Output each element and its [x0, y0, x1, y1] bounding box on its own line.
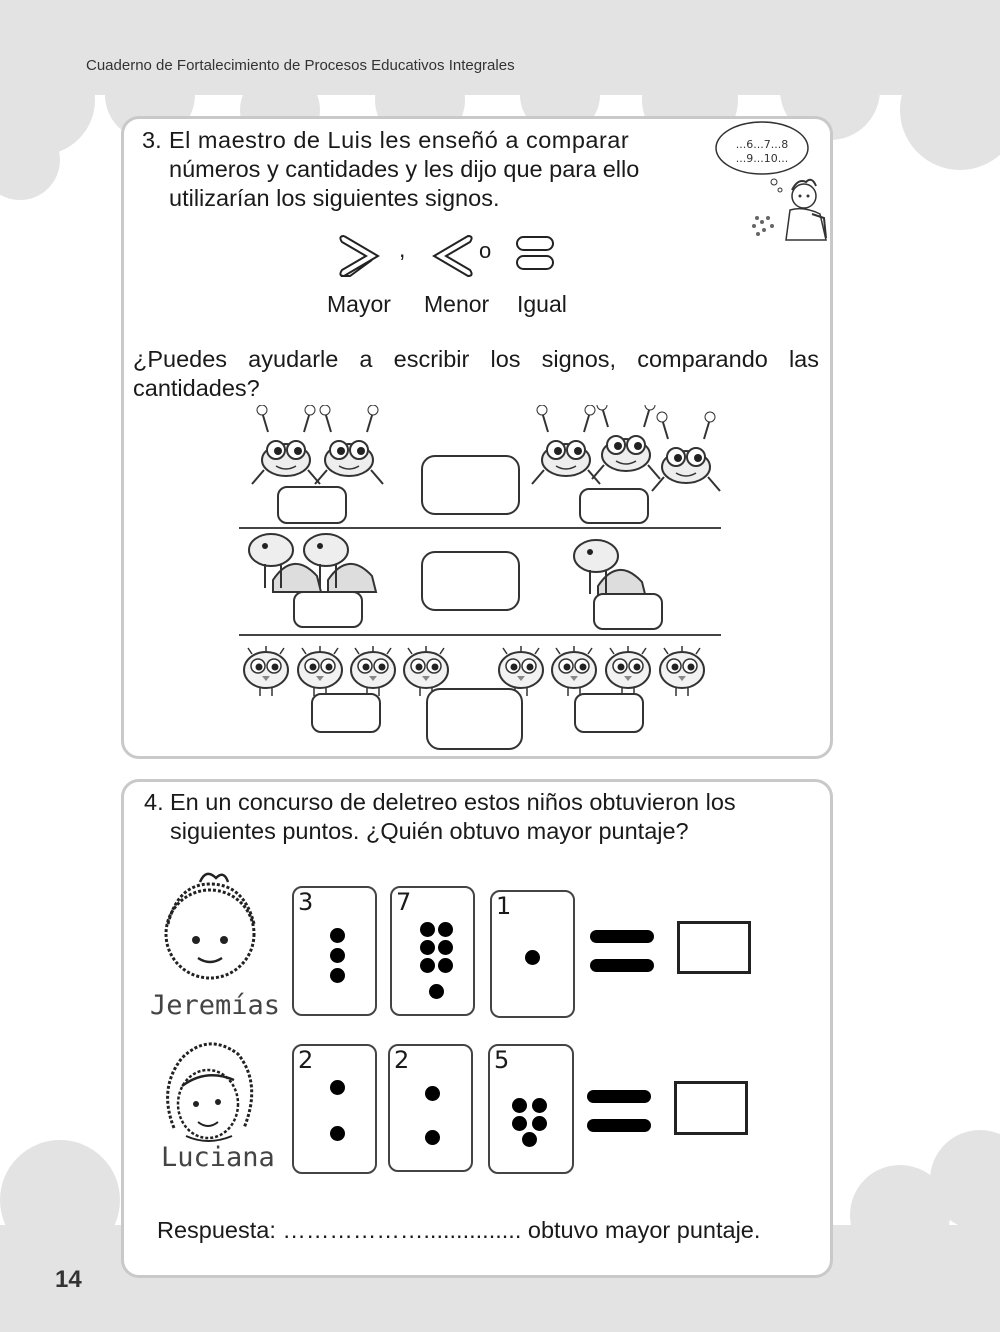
count-box-turtles-left[interactable] — [293, 591, 363, 628]
number-card — [292, 886, 377, 1016]
count-box-frogs-left[interactable] — [277, 486, 347, 524]
less-than-sign — [426, 230, 476, 282]
thinking-boy-illustration — [712, 118, 832, 243]
card-value: 3 — [298, 888, 314, 916]
equal-sign-bar — [587, 1090, 651, 1103]
equal-sign-bar — [587, 1119, 651, 1132]
frog — [252, 405, 320, 484]
question-3-line-1: El maestro de Luis les enseñó a comparar — [169, 127, 630, 153]
kid-name-jeremias: Jeremías — [150, 990, 281, 1021]
question-4-card — [121, 779, 833, 1278]
chick — [244, 646, 288, 696]
equal-sign-bar — [590, 930, 654, 943]
page-header: Cuaderno de Fortalecimiento de Procesos Educativos Integrales — [86, 57, 515, 74]
greater-than-sign — [336, 230, 386, 282]
comma-separator: , — [399, 236, 406, 262]
boy-face-illustration — [152, 866, 270, 986]
chick — [660, 646, 704, 696]
count-box-frogs-right[interactable] — [579, 488, 649, 524]
label-menor: Menor — [424, 291, 490, 317]
question-4-line-1: En un concurso de deletreo estos niños obtuvieron los — [170, 789, 736, 815]
question-3-line-2: números y cantidades y les dijo que para ello — [169, 156, 640, 182]
question-3-line-3: utilizarían los siguientes signos. — [169, 185, 500, 211]
question-4-line-2: siguientes puntos. ¿Quién obtuvo mayor puntaje? — [170, 818, 689, 844]
score-box-luciana[interactable] — [674, 1081, 748, 1135]
count-box-chicks-left[interactable] — [311, 693, 381, 733]
bubble-text-2: ...9...10... — [735, 152, 789, 165]
count-box-chicks-right[interactable] — [574, 693, 644, 733]
card-value: 1 — [496, 892, 512, 920]
kid-name-luciana: Luciana — [161, 1142, 275, 1173]
sign-box-frogs[interactable] — [421, 455, 520, 515]
count-box-turtles-right[interactable] — [593, 593, 663, 630]
equal-sign — [512, 234, 558, 274]
sign-box-chicks[interactable] — [426, 688, 523, 750]
chick — [552, 646, 596, 696]
number-card — [292, 1044, 377, 1174]
chick — [606, 646, 650, 696]
divider — [239, 634, 721, 636]
turtle — [574, 540, 646, 598]
frog — [652, 412, 720, 491]
frog — [532, 405, 600, 484]
card-value: 2 — [298, 1046, 314, 1074]
number-card — [390, 886, 475, 1016]
divider — [239, 527, 721, 529]
prompt-line-1: ¿Puedes ayudarle a escribir los signos, comparando las — [133, 346, 819, 372]
question-4-number: 4. — [144, 789, 164, 815]
conjunction-o: o — [479, 238, 492, 263]
chick — [351, 646, 395, 696]
card-value: 5 — [494, 1046, 510, 1074]
answer-line[interactable]: Respuesta: ………………............... obtuvo mayor puntaje. — [157, 1217, 761, 1243]
chick — [298, 646, 342, 696]
page-number: 14 — [55, 1266, 82, 1293]
number-card — [488, 1044, 574, 1174]
score-box-jeremias[interactable] — [677, 921, 751, 974]
frog — [315, 405, 383, 484]
card-value: 2 — [394, 1046, 410, 1074]
equal-sign-bar — [590, 959, 654, 972]
girl-face-illustration — [156, 1038, 262, 1148]
sign-box-turtles[interactable] — [421, 551, 520, 611]
label-igual: Igual — [517, 291, 567, 317]
prompt-line-2: cantidades? — [133, 375, 260, 401]
bubble-text-1: ...6...7...8 — [735, 138, 789, 151]
number-card — [388, 1044, 473, 1172]
question-3-prompt — [133, 345, 819, 403]
question-3-number: 3. — [142, 127, 162, 153]
label-mayor: Mayor — [327, 291, 391, 317]
card-value: 7 — [396, 888, 412, 916]
number-card — [490, 890, 575, 1018]
frog — [592, 405, 660, 479]
